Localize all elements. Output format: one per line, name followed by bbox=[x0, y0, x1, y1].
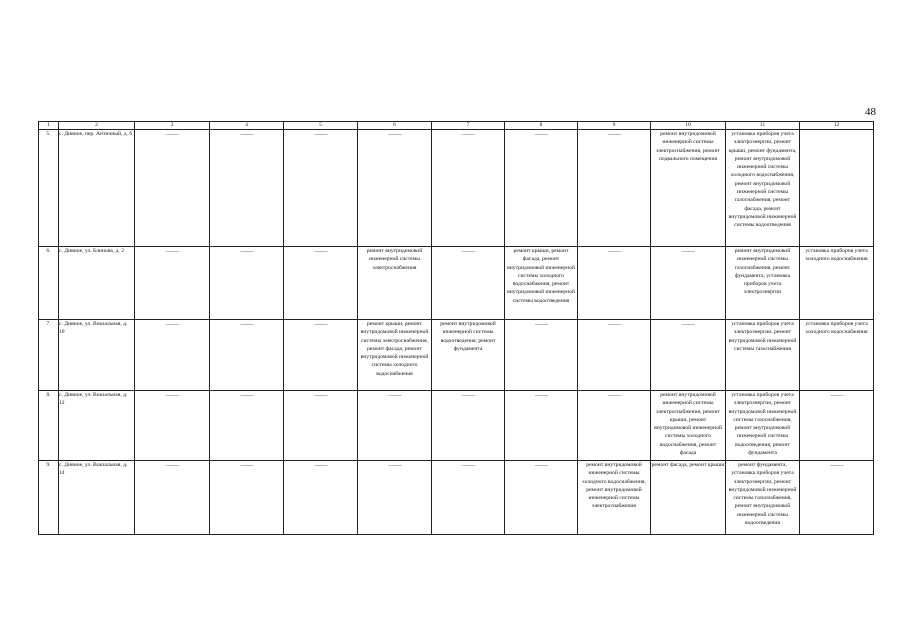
address-cell: с. Дивное, ул. Вокзальная, д. 12 bbox=[59, 391, 135, 461]
row-number: 7. bbox=[39, 320, 59, 391]
dash-mark: —— bbox=[166, 391, 178, 399]
dash-mark: —— bbox=[314, 130, 327, 138]
dash-mark: —— bbox=[462, 391, 474, 399]
page-number: 48 bbox=[865, 106, 876, 118]
empty-cell bbox=[284, 320, 358, 391]
dash-mark: —— bbox=[462, 247, 474, 255]
work-cell: ремонт крыши, ремонт фасада, ремонт внутридомовой инженерной системы холодного водоснабжения, ремонт внутридомовой инженерной системы водоотведения bbox=[505, 247, 578, 320]
table-row bbox=[39, 391, 874, 461]
table-row bbox=[39, 461, 874, 535]
dash-mark: —— bbox=[535, 130, 547, 138]
address-cell: с. Дивное, ул. Вокзальная, д. 10 bbox=[59, 320, 135, 391]
dash-mark: —— bbox=[314, 247, 327, 255]
dash-mark: —— bbox=[314, 320, 327, 328]
empty-cell bbox=[358, 391, 432, 461]
empty-cell bbox=[800, 391, 874, 461]
dash-mark: —— bbox=[682, 247, 694, 255]
dash-mark: —— bbox=[388, 461, 401, 469]
empty-cell bbox=[578, 320, 651, 391]
work-cell: установка приборов учета электроэнергии, ремонт внутридомовой инженерной системы газоснабжения, ремонт внутридомовой инженерной системы водоотведения, ремонт фундамента bbox=[726, 391, 800, 461]
empty-cell bbox=[800, 461, 874, 535]
empty-cell bbox=[210, 461, 284, 535]
dash-mark: —— bbox=[462, 461, 474, 469]
empty-cell bbox=[432, 391, 505, 461]
address-cell: с. Дивное, ул. Блинова, д. 2 bbox=[59, 247, 135, 320]
dash-mark: —— bbox=[240, 391, 253, 399]
work-cell: ремонт внутридомовой инженерной системы электроснабжения bbox=[358, 247, 432, 320]
dash-mark: —— bbox=[682, 320, 694, 328]
dash-mark: —— bbox=[535, 391, 547, 399]
dash-mark: —— bbox=[166, 247, 178, 255]
work-cell: ремонт фасада, ремонт крыши bbox=[651, 461, 726, 535]
dash-mark: —— bbox=[830, 391, 843, 399]
dash-mark: —— bbox=[166, 461, 178, 469]
empty-cell bbox=[284, 247, 358, 320]
dash-mark: —— bbox=[608, 247, 620, 255]
row-number: 5. bbox=[39, 130, 59, 247]
work-cell: установка приборов учета холодного водоснабжения bbox=[800, 320, 874, 391]
dash-mark: —— bbox=[535, 461, 547, 469]
work-cell: ремонт внутридомовой инженерной системы электроснабжения, ремонт крыши, ремонт внутридомовой инженерной системы холодного водоснабжения, ремонт фасада bbox=[651, 391, 726, 461]
col-header: 10 bbox=[651, 122, 726, 130]
dash-mark: —— bbox=[535, 320, 547, 328]
empty-cell bbox=[651, 247, 726, 320]
row-number: 6. bbox=[39, 247, 59, 320]
dash-mark: —— bbox=[314, 391, 327, 399]
empty-cell bbox=[651, 320, 726, 391]
empty-cell bbox=[432, 247, 505, 320]
dash-mark: —— bbox=[608, 391, 620, 399]
empty-cell bbox=[505, 461, 578, 535]
dash-mark: —— bbox=[166, 320, 178, 328]
empty-cell bbox=[284, 391, 358, 461]
empty-cell bbox=[505, 320, 578, 391]
col-header: 8 bbox=[505, 122, 578, 130]
work-cell: установка приборов учета холодного водоснабжения bbox=[800, 247, 874, 320]
dash-mark: —— bbox=[830, 461, 843, 469]
header-row bbox=[39, 122, 874, 130]
col-header: 11 bbox=[726, 122, 800, 130]
empty-cell bbox=[210, 320, 284, 391]
empty-cell bbox=[505, 130, 578, 247]
col-header: 12 bbox=[800, 122, 874, 130]
empty-cell bbox=[432, 130, 505, 247]
repair-schedule-table bbox=[38, 121, 874, 535]
work-cell: ремонт внутридомовой инженерной системы электроснабжения, ремонт подвального помещения bbox=[651, 130, 726, 247]
empty-cell bbox=[358, 130, 432, 247]
work-cell: ремонт внутридомовой инженерной системы водоотведения, ремонт фундамента bbox=[432, 320, 505, 391]
row-number: 9. bbox=[39, 461, 59, 535]
col-header: 2 bbox=[59, 122, 135, 130]
address-cell: с. Дивное, ул. Вокзальная, д. 14 bbox=[59, 461, 135, 535]
work-cell: установка приборов учета электроэнергии, ремонт крыши, ремонт фундамента, ремонт внутридомовой инженерной системы холодного водоснабжения, ремонт внутридомовой инженерной системы газоснабжения, ремонт фасада, ремонт внутридомовой инженерной системы водоотведения bbox=[726, 130, 800, 247]
empty-cell bbox=[800, 130, 874, 247]
dash-mark: —— bbox=[240, 320, 253, 328]
col-header: 1 bbox=[39, 122, 59, 130]
dash-mark: —— bbox=[314, 461, 327, 469]
col-header: 7 bbox=[432, 122, 505, 130]
work-cell: ремонт внутридомовой инженерной системы газоснабжения, ремонт фундамента, установка приборов учета электроэнергии bbox=[726, 247, 800, 320]
row-number: 8. bbox=[39, 391, 59, 461]
empty-cell bbox=[578, 130, 651, 247]
empty-cell bbox=[284, 130, 358, 247]
empty-cell: —— bbox=[135, 130, 210, 247]
dash-mark: —— bbox=[240, 130, 253, 138]
empty-cell bbox=[210, 247, 284, 320]
empty-cell bbox=[135, 320, 210, 391]
empty-cell bbox=[210, 130, 284, 247]
work-cell: ремонт внутридомовой инженерной системы холодного водоснабжения, ремонт внутридомовой инженерной системы электроснабжения bbox=[578, 461, 651, 535]
dash-mark: —— bbox=[608, 320, 620, 328]
empty-cell bbox=[210, 391, 284, 461]
dash-mark: —— bbox=[388, 391, 401, 399]
col-header: 6 bbox=[358, 122, 432, 130]
empty-cell bbox=[578, 391, 651, 461]
empty-cell bbox=[578, 247, 651, 320]
empty-cell bbox=[135, 391, 210, 461]
dash-mark: —— bbox=[240, 461, 253, 469]
empty-cell bbox=[284, 461, 358, 535]
empty-cell bbox=[358, 461, 432, 535]
table-row bbox=[39, 247, 874, 320]
dash-mark: —— bbox=[240, 247, 253, 255]
dash-mark: —— bbox=[608, 130, 620, 138]
empty-cell bbox=[505, 391, 578, 461]
dash-mark: —— bbox=[462, 130, 474, 138]
dash-mark: —— bbox=[388, 130, 401, 138]
work-cell: ремонт фундамента, установка приборов учета электроэнергии, ремонт внутридомовой инженерной системы газоснабжения, ремонт внутридомовой инженерной системы водоотведения bbox=[726, 461, 800, 535]
work-cell: установка приборов учета электроэнергии, ремонт внутридомовой инженерной системы газоснабжения bbox=[726, 320, 800, 391]
empty-cell bbox=[432, 461, 505, 535]
col-header: 5 bbox=[284, 122, 358, 130]
col-header: 9 bbox=[578, 122, 651, 130]
table-row bbox=[39, 130, 874, 247]
address-cell: с. Дивное, пер. Античный, д. 6 bbox=[59, 130, 135, 247]
work-cell: ремонт крыши, ремонт внутридомовой инженерной системы электроснабжения, ремонт фасада, ремонт внутридомовой инженерной системы холодного водоснабжения bbox=[358, 320, 432, 391]
empty-cell bbox=[135, 247, 210, 320]
empty-cell bbox=[135, 461, 210, 535]
table-row bbox=[39, 320, 874, 391]
col-header: 4 bbox=[210, 122, 284, 130]
col-header: 3 bbox=[135, 122, 210, 130]
